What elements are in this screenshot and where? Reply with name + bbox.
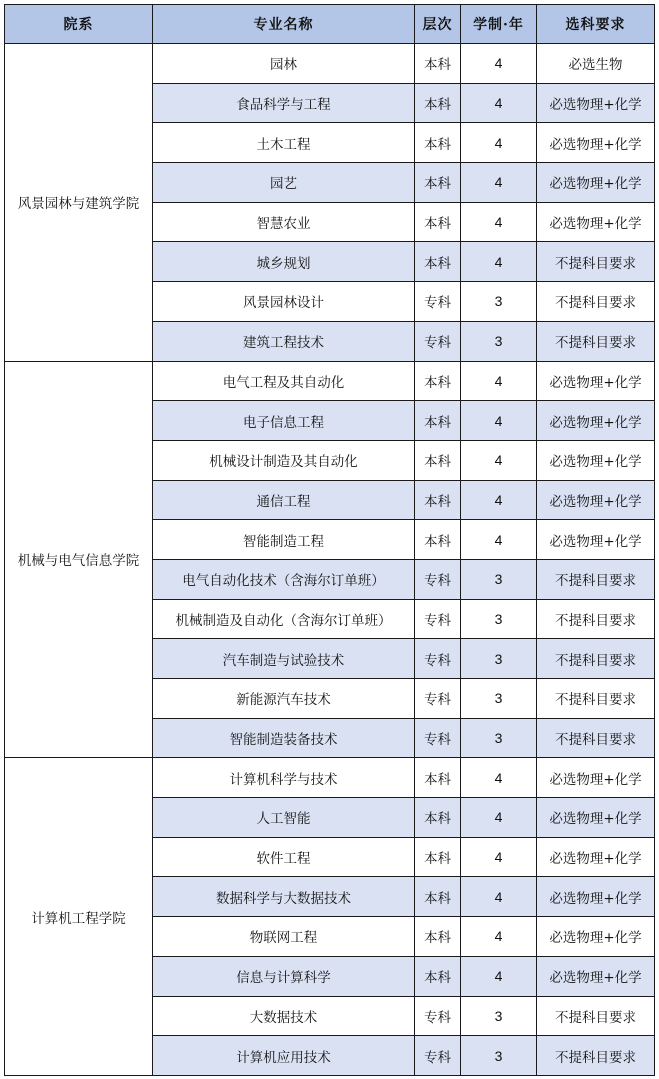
level-cell: 专科 xyxy=(415,996,461,1036)
requirement-cell: 不提科目要求 xyxy=(537,718,655,758)
major-cell: 汽车制造与试验技术 xyxy=(153,639,415,679)
major-cell: 智能制造装备技术 xyxy=(153,718,415,758)
level-cell: 本科 xyxy=(415,202,461,242)
major-cell: 机械制造及自动化（含海尔订单班） xyxy=(153,599,415,639)
level-cell: 本科 xyxy=(415,917,461,957)
level-cell: 本科 xyxy=(415,361,461,401)
level-cell: 本科 xyxy=(415,44,461,84)
major-cell: 电气工程及其自动化 xyxy=(153,361,415,401)
requirement-cell: 必选物理+化学 xyxy=(537,837,655,877)
requirement-cell: 必选物理+化学 xyxy=(537,758,655,798)
table-row xyxy=(5,361,655,401)
requirement-cell: 必选物理+化学 xyxy=(537,401,655,441)
table-body xyxy=(5,44,655,1076)
header-row xyxy=(5,5,655,44)
requirement-cell: 必选物理+化学 xyxy=(537,956,655,996)
major-cell: 信息与计算科学 xyxy=(153,956,415,996)
years-cell: 4 xyxy=(461,877,537,917)
major-cell: 食品科学与工程 xyxy=(153,83,415,123)
years-cell: 4 xyxy=(461,202,537,242)
level-cell: 本科 xyxy=(415,837,461,877)
college-cell: 风景园林与建筑学院 xyxy=(5,44,153,362)
requirement-cell: 不提科目要求 xyxy=(537,242,655,282)
major-cell: 人工智能 xyxy=(153,798,415,838)
level-cell: 本科 xyxy=(415,956,461,996)
years-cell: 4 xyxy=(461,123,537,163)
level-cell: 专科 xyxy=(415,679,461,719)
requirement-cell: 不提科目要求 xyxy=(537,282,655,322)
requirement-cell: 不提科目要求 xyxy=(537,559,655,599)
years-cell: 4 xyxy=(461,917,537,957)
years-cell: 4 xyxy=(461,758,537,798)
major-cell: 园艺 xyxy=(153,163,415,203)
level-cell: 专科 xyxy=(415,321,461,361)
level-cell: 本科 xyxy=(415,83,461,123)
major-cell: 电气自动化技术（含海尔订单班） xyxy=(153,559,415,599)
majors-table-container xyxy=(4,4,655,1076)
table-row xyxy=(5,758,655,798)
major-cell: 物联网工程 xyxy=(153,917,415,957)
header-requirement: 选科要求 xyxy=(537,5,655,44)
level-cell: 本科 xyxy=(415,123,461,163)
header-years: 学制·年 xyxy=(461,5,537,44)
requirement-cell: 不提科目要求 xyxy=(537,639,655,679)
table-row xyxy=(5,44,655,84)
major-cell: 园林 xyxy=(153,44,415,84)
major-cell: 通信工程 xyxy=(153,480,415,520)
requirement-cell: 不提科目要求 xyxy=(537,1036,655,1076)
years-cell: 4 xyxy=(461,401,537,441)
years-cell: 3 xyxy=(461,321,537,361)
major-cell: 电子信息工程 xyxy=(153,401,415,441)
level-cell: 专科 xyxy=(415,718,461,758)
major-cell: 软件工程 xyxy=(153,837,415,877)
years-cell: 4 xyxy=(461,480,537,520)
requirement-cell: 必选物理+化学 xyxy=(537,917,655,957)
level-cell: 本科 xyxy=(415,520,461,560)
requirement-cell: 不提科目要求 xyxy=(537,321,655,361)
years-cell: 4 xyxy=(461,44,537,84)
level-cell: 本科 xyxy=(415,401,461,441)
level-cell: 专科 xyxy=(415,599,461,639)
level-cell: 本科 xyxy=(415,798,461,838)
level-cell: 本科 xyxy=(415,163,461,203)
requirement-cell: 必选物理+化学 xyxy=(537,480,655,520)
major-cell: 建筑工程技术 xyxy=(153,321,415,361)
major-cell: 新能源汽车技术 xyxy=(153,679,415,719)
years-cell: 4 xyxy=(461,361,537,401)
major-cell: 智慧农业 xyxy=(153,202,415,242)
years-cell: 4 xyxy=(461,83,537,123)
requirement-cell: 必选物理+化学 xyxy=(537,440,655,480)
years-cell: 4 xyxy=(461,798,537,838)
header-major: 专业名称 xyxy=(153,5,415,44)
level-cell: 专科 xyxy=(415,639,461,679)
requirement-cell: 不提科目要求 xyxy=(537,996,655,1036)
years-cell: 3 xyxy=(461,996,537,1036)
major-cell: 城乡规划 xyxy=(153,242,415,282)
majors-table xyxy=(4,4,655,1076)
requirement-cell: 必选生物 xyxy=(537,44,655,84)
major-cell: 风景园林设计 xyxy=(153,282,415,322)
requirement-cell: 必选物理+化学 xyxy=(537,877,655,917)
requirement-cell: 必选物理+化学 xyxy=(537,798,655,838)
requirement-cell: 必选物理+化学 xyxy=(537,361,655,401)
requirement-cell: 必选物理+化学 xyxy=(537,83,655,123)
requirement-cell: 必选物理+化学 xyxy=(537,123,655,163)
years-cell: 4 xyxy=(461,440,537,480)
requirement-cell: 不提科目要求 xyxy=(537,599,655,639)
level-cell: 专科 xyxy=(415,559,461,599)
years-cell: 4 xyxy=(461,837,537,877)
years-cell: 3 xyxy=(461,282,537,322)
major-cell: 土木工程 xyxy=(153,123,415,163)
years-cell: 4 xyxy=(461,163,537,203)
major-cell: 机械设计制造及其自动化 xyxy=(153,440,415,480)
level-cell: 本科 xyxy=(415,758,461,798)
level-cell: 专科 xyxy=(415,1036,461,1076)
level-cell: 本科 xyxy=(415,242,461,282)
requirement-cell: 必选物理+化学 xyxy=(537,163,655,203)
requirement-cell: 不提科目要求 xyxy=(537,679,655,719)
college-cell: 计算机工程学院 xyxy=(5,758,153,1076)
years-cell: 3 xyxy=(461,639,537,679)
header-level: 层次 xyxy=(415,5,461,44)
years-cell: 3 xyxy=(461,559,537,599)
major-cell: 智能制造工程 xyxy=(153,520,415,560)
college-cell: 机械与电气信息学院 xyxy=(5,361,153,758)
requirement-cell: 必选物理+化学 xyxy=(537,202,655,242)
level-cell: 专科 xyxy=(415,282,461,322)
level-cell: 本科 xyxy=(415,480,461,520)
years-cell: 4 xyxy=(461,956,537,996)
level-cell: 本科 xyxy=(415,440,461,480)
major-cell: 大数据技术 xyxy=(153,996,415,1036)
years-cell: 3 xyxy=(461,679,537,719)
level-cell: 本科 xyxy=(415,877,461,917)
header-college: 院系 xyxy=(5,5,153,44)
major-cell: 计算机应用技术 xyxy=(153,1036,415,1076)
requirement-cell: 必选物理+化学 xyxy=(537,520,655,560)
major-cell: 数据科学与大数据技术 xyxy=(153,877,415,917)
years-cell: 4 xyxy=(461,242,537,282)
years-cell: 3 xyxy=(461,1036,537,1076)
years-cell: 3 xyxy=(461,718,537,758)
years-cell: 4 xyxy=(461,520,537,560)
years-cell: 3 xyxy=(461,599,537,639)
major-cell: 计算机科学与技术 xyxy=(153,758,415,798)
